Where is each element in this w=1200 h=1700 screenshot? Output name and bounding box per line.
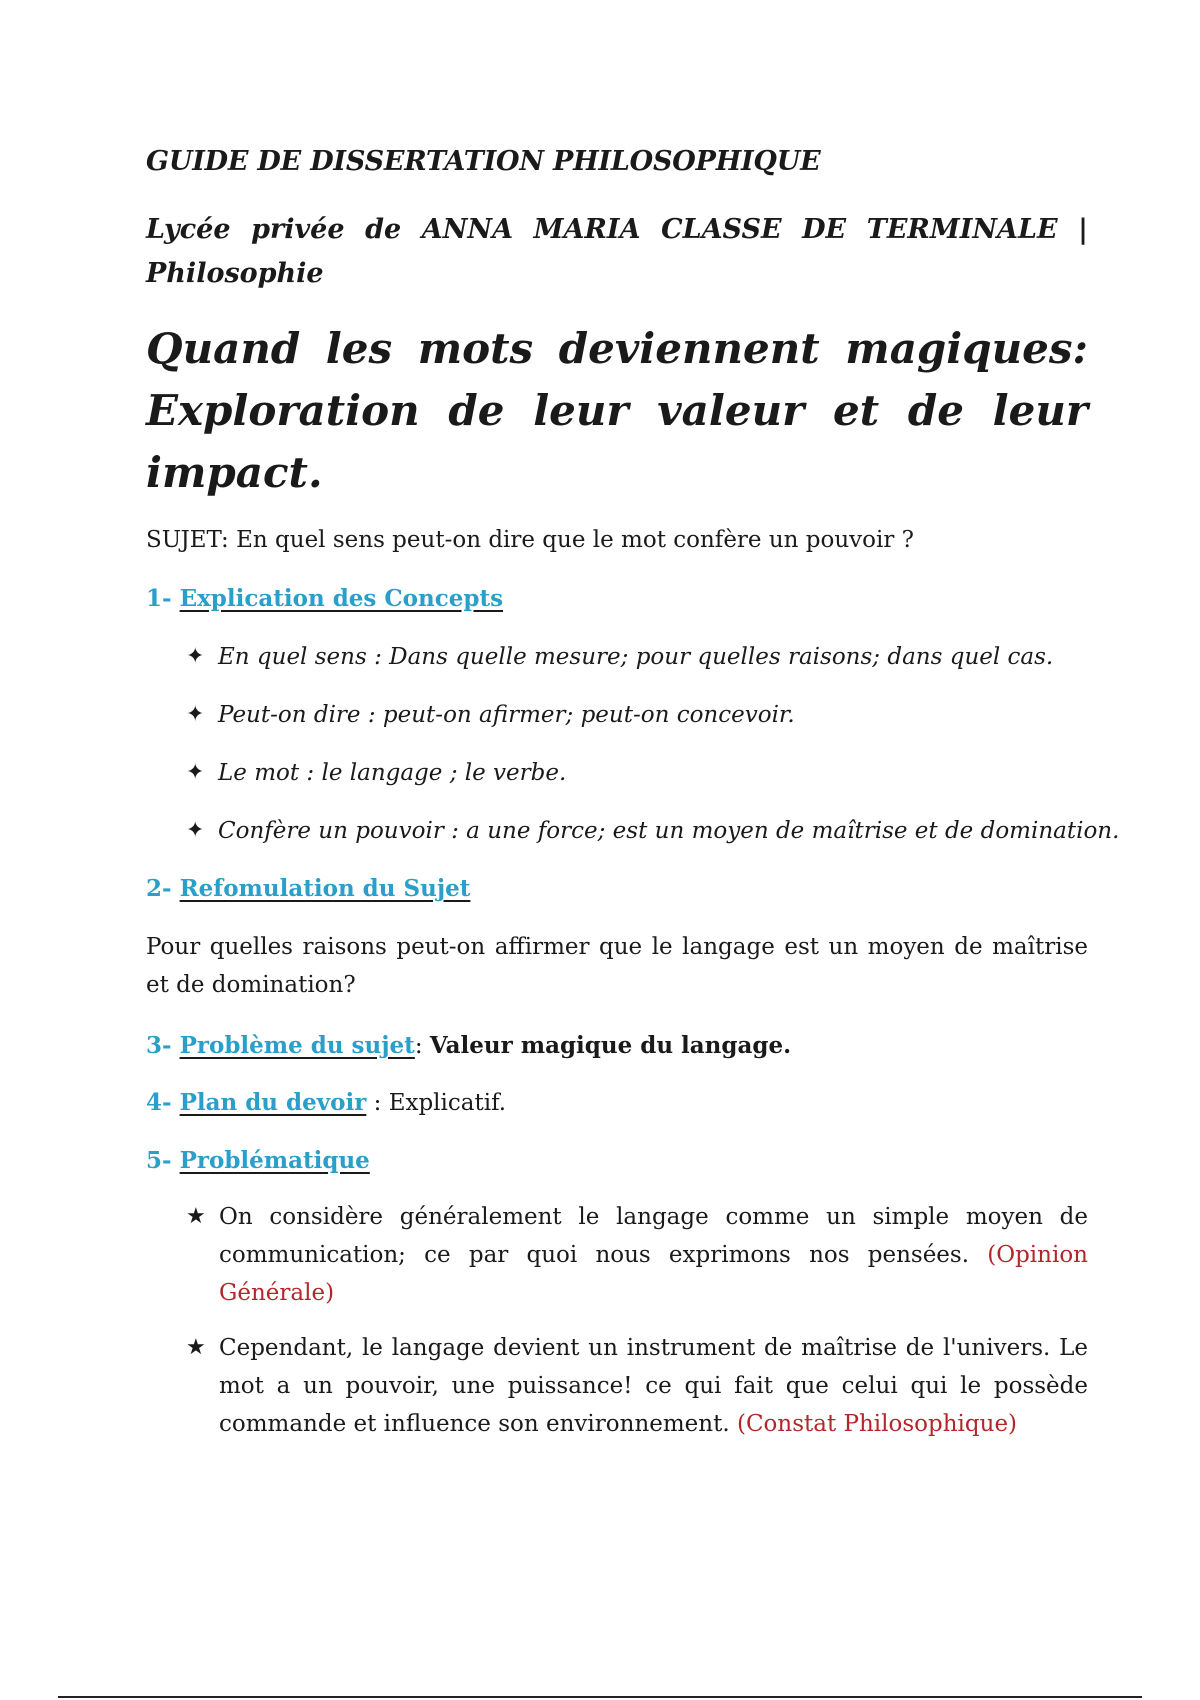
main-title: Quand les mots deviennent magiques: Exploration de leur valeur et de leur impact. (146, 324, 1088, 497)
annotation-tag: (Opinion Générale) (219, 1242, 1088, 1306)
section-3-separator: : (414, 1033, 430, 1059)
section-1-title: Explication des Concepts (179, 585, 504, 612)
list-item (186, 638, 1086, 696)
guide-title: GUIDE DE DISSERTATION PHILOSOPHIQUE (146, 146, 821, 177)
section-4-separator: : (366, 1090, 389, 1116)
section-5-title: Problématique (179, 1147, 370, 1174)
section-4-heading (146, 1084, 1088, 1122)
section-5-number: 5- (146, 1147, 180, 1174)
section-3-number: 3- (146, 1032, 180, 1059)
list-item (186, 696, 1086, 754)
section-4-title: Plan du devoir (179, 1089, 367, 1116)
footer-divider (58, 1696, 1142, 1698)
problematique-text: Cependant, le langage devient un instrument de maîtrise de l'univers. Le mot a un pouvoir, une puissance! ce qui fait que celui qui le possède commande et influence son environnement. (219, 1335, 1088, 1437)
subject-line: SUJET: En quel sens peut-on dire que le mot confère un pouvoir ? (146, 527, 914, 553)
section-2-heading (146, 870, 1088, 908)
problematique-text: On considère généralement le langage comme un simple moyen de communication; ce par quoi nous exprimons nos pensées. (219, 1204, 1088, 1268)
section-4-value: Explicatif. (388, 1090, 507, 1116)
list-item (186, 1329, 1088, 1443)
four-point-star-icon: ✦ (186, 644, 205, 669)
section-4-number: 4- (146, 1089, 180, 1116)
section-5-heading (146, 1142, 1088, 1180)
section-3-title: Problème du sujet (179, 1032, 415, 1059)
four-point-star-icon: ✦ (186, 702, 205, 727)
problematique-list (186, 1198, 1088, 1460)
section-2-title: Refomulation du Sujet (179, 875, 471, 902)
section-2-number: 2- (146, 875, 180, 902)
annotation-tag: (Constat Philosophique) (736, 1411, 1018, 1437)
list-item (186, 1198, 1088, 1312)
list-item (186, 754, 1086, 812)
list-item (186, 812, 1120, 870)
concepts-list (186, 638, 1120, 870)
section-1-number: 1- (146, 585, 180, 612)
filled-star-icon: ★ (186, 1204, 206, 1229)
filled-star-icon: ★ (186, 1335, 206, 1360)
four-point-star-icon: ✦ (186, 818, 205, 843)
concept-text: Le mot : le langage ; le verbe. (218, 760, 567, 786)
concept-text: Peut-on dire : peut-on afirmer; peut-on concevoir. (218, 702, 795, 728)
four-point-star-icon: ✦ (186, 760, 205, 785)
concept-text: En quel sens : Dans quelle mesure; pour quelles raisons; dans quel cas. (218, 644, 1054, 670)
section-3-value: Valeur magique du langage. (429, 1032, 792, 1059)
reformulation-text: Pour quelles raisons peut-on affirmer que le langage est un moyen de maîtrise et de domination? (146, 934, 1088, 998)
section-1-heading (146, 580, 1088, 618)
school-line: Lycée privée de ANNA MARIA CLASSE DE TERMINALE | Philosophie (146, 214, 1088, 289)
concept-text: Confère un pouvoir : a une force; est un moyen de maîtrise et de domination. (218, 818, 1120, 844)
section-3-heading (146, 1027, 1088, 1065)
